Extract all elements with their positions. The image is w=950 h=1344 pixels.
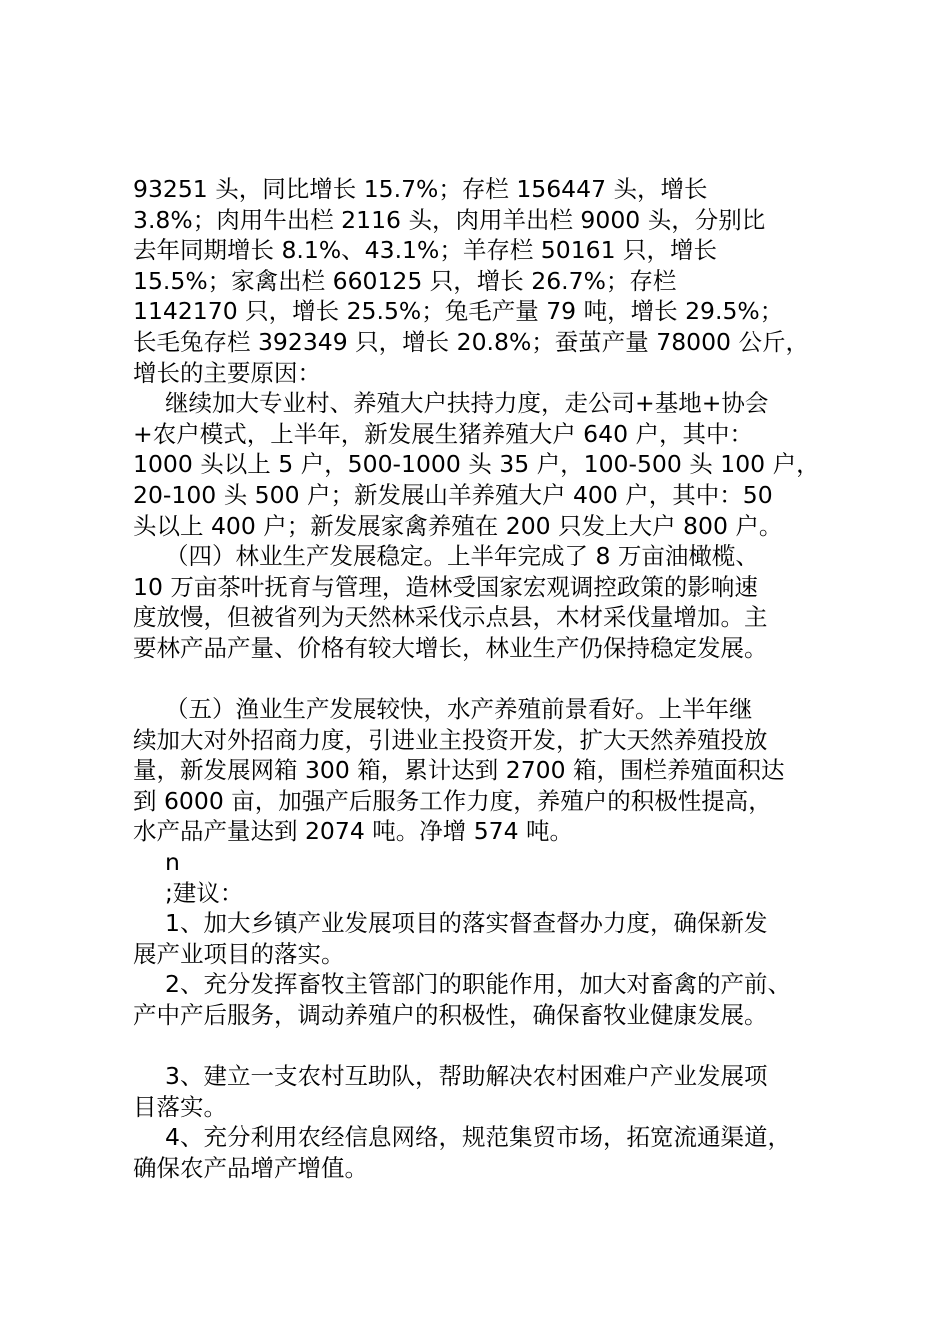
text-line: 20-100 头 500 户；新发展山羊养殖大户 400 户，其中：50: [133, 480, 773, 509]
text-line: 续加大对外招商力度，引进业主投资开发，扩大天然养殖投放: [133, 725, 768, 754]
stray-character-line: n: [165, 848, 180, 877]
text-line: 1142170 只，增长 25.5%；兔毛产量 79 吨，增长 29.5%；: [133, 297, 784, 326]
text-line: 量，新发展网箱 300 箱，累计达到 2700 箱，围栏养殖面积达: [133, 756, 785, 785]
text-line: +农户模式，上半年，新发展生猪养殖大户 640 户，其中：: [133, 419, 753, 448]
text-line: 10 万亩茶叶抚育与管理，造林受国家宏观调控政策的影响速: [133, 572, 758, 601]
text-line: 目落实。: [133, 1092, 227, 1121]
text-line: 1000 头以上 5 户，500-1000 头 35 户，100-500 头 100 户，: [133, 450, 820, 479]
text-line: 增长的主要原因：: [133, 358, 321, 387]
document-body: [133, 174, 863, 1184]
text-line: 水产品产量达到 2074 吨。净增 574 吨。: [133, 817, 574, 846]
paragraph-start-line: 继续加大专业村、养殖大户扶持力度，走公司+基地+协会: [165, 389, 769, 418]
text-line: 头以上 400 户；新发展家禽养殖在 200 只发上大户 800 户。: [133, 511, 783, 540]
suggestion-1-line: 1、加大乡镇产业发展项目的落实督查督办力度，确保新发: [165, 909, 768, 938]
text-line: 到 6000 亩，加强产后服务工作力度，养殖户的积极性提高，: [133, 786, 772, 815]
paragraph-gap: [133, 1031, 863, 1062]
section-heading-fishery: （五）渔业生产发展较快，水产养殖前景看好。上半年继: [165, 695, 753, 724]
text-line: 去年同期增长 8.1%、43.1%；羊存栏 50161 只，增长: [133, 236, 718, 265]
text-line: 展产业项目的落实。: [133, 939, 345, 968]
text-line: 要林产品产量、价格有较大增长，林业生产仍保持稳定发展。: [133, 633, 768, 662]
text-line: 产中产后服务，调动养殖户的积极性，确保畜牧业健康发展。: [133, 1001, 768, 1030]
text-line: 确保农产品增产增值。: [133, 1154, 368, 1182]
suggestion-3-line: 3、建立一支农村互助队，帮助解决农村困难户产业发展项: [165, 1062, 768, 1091]
text-line: 15.5%；家禽出栏 660125 只，增长 26.7%；存栏: [133, 266, 677, 295]
suggestion-2-line: 2、充分发挥畜牧主管部门的职能作用，加大对畜禽的产前、: [165, 970, 791, 999]
text-line: 度放慢，但被省列为天然林采伐示点县，木材采伐量增加。主: [133, 603, 768, 632]
text-line: 3.8%；肉用牛出栏 2116 头，肉用羊出栏 9000 头，分别比: [133, 205, 766, 234]
text-line: 93251 头，同比增长 15.7%；存栏 156447 头，增长: [133, 175, 708, 203]
suggestions-heading: ;建议：: [165, 878, 244, 907]
suggestion-4-line: 4、充分利用农经信息网络，规范集贸市场，拓宽流通渠道，: [165, 1123, 791, 1152]
paragraph-gap: [133, 664, 863, 695]
text-line: 长毛兔存栏 392349 只，增长 20.8%；蚕茧产量 78000 公斤，: [133, 327, 809, 356]
section-heading-forestry: （四）林业生产发展稳定。上半年完成了 8 万亩油橄榄、: [165, 542, 759, 571]
